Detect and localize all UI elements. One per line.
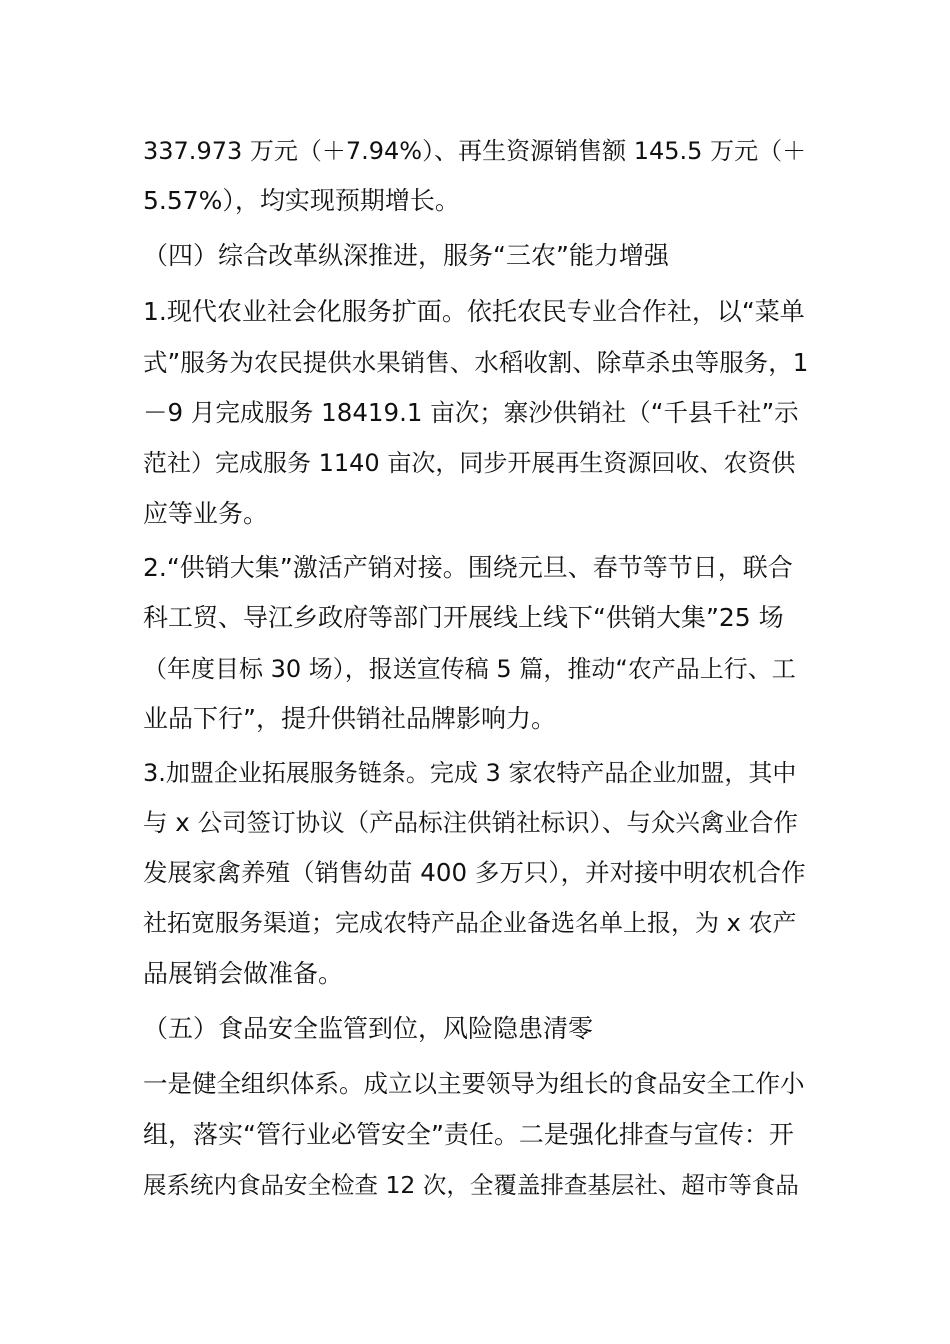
text-line: 337.973 万元（＋7.94%）、再生资源销售额 145.5 万元（＋ bbox=[143, 137, 807, 165]
text-line: 5.57%），均实现预期增长。 bbox=[143, 186, 460, 215]
text-line: 1.现代农业社会化服务扩面。依托农民专业合作社，以“菜单 bbox=[143, 297, 805, 326]
text-line: 一是健全组织体系。成立以主要领导为组长的食品安全工作小 bbox=[143, 1069, 805, 1098]
text-line: 品展销会做准备。 bbox=[143, 959, 344, 988]
text-line: （年度目标 30 场），报送宣传稿 5 篇，推动“农产品上行、工 bbox=[143, 655, 796, 683]
text-line: 社拓宽服务渠道；完成农特产品企业备选名单上报，为 x 农产 bbox=[143, 909, 797, 937]
text-line: 式”服务为农民提供水果销售、水稻收割、除草杀虫等服务，1 bbox=[143, 348, 809, 377]
text-line: 展系统内食品安全检查 12 次，全覆盖排查基层社、超市等食品 bbox=[143, 1171, 799, 1199]
text-line: 发展家禽养殖（销售幼苗 400 多万只），并对接中明农机合作 bbox=[143, 858, 806, 887]
section-heading: （四）综合改革纵深推进，服务“三农”能力增强 bbox=[143, 241, 669, 270]
text-line: 科工贸、导江乡政府等部门开展线上线下“供销大集”25 场 bbox=[143, 603, 784, 632]
text-line: 范社）完成服务 1140 亩次，同步开展再生资源回收、农资供 bbox=[143, 449, 796, 477]
text-line: －9 月完成服务 18419.1 亩次；寨沙供销社（“千县千社”示 bbox=[143, 398, 799, 427]
text-line: 3.加盟企业拓展服务链条。完成 3 家农特产品企业加盟，其中 bbox=[143, 759, 797, 787]
text-line: 业品下行”，提升供销社品牌影响力。 bbox=[143, 704, 556, 733]
text-line: 组，落实“管行业必管安全”责任。二是强化排查与宣传：开 bbox=[143, 1120, 794, 1149]
section-heading: （五）食品安全监管到位，风险隐患清零 bbox=[143, 1014, 594, 1043]
text-line: 与 x 公司签订协议（产品标注供销社标识）、与众兴禽业合作 bbox=[143, 808, 798, 837]
text-line: 2.“供销大集”激活产销对接。围绕元旦、春节等节日，联合 bbox=[143, 553, 793, 582]
text-line: 应等业务。 bbox=[143, 499, 269, 528]
